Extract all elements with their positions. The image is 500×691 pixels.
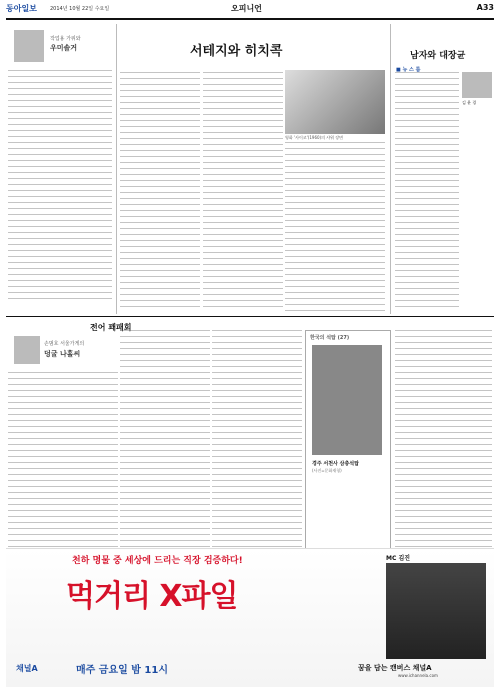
date: 2014년 10월 22일 수요일 (50, 6, 110, 12)
ad-schedule: 매주 금요일 밤 11시 (76, 665, 168, 676)
lower-title: 전어 꽤패회 (90, 323, 132, 332)
lower-label: 손범호 서울가게의 (44, 341, 85, 347)
divider (116, 24, 117, 314)
right-author: 김 윤 경 (462, 100, 477, 105)
lower-body-d (395, 330, 492, 552)
lower-body-c (212, 330, 302, 552)
feature-photo (285, 70, 385, 134)
ad-host: MC 김진 (386, 555, 411, 562)
main-title: 서테지와 히치콕 (190, 44, 283, 59)
pagoda-title: 한국의 석탑 (27) (310, 335, 350, 341)
page-number: A33 (476, 3, 494, 12)
pagoda-caption-title: 경주 서천사 삼층석탑 (312, 461, 359, 467)
lower-body-b (120, 330, 210, 552)
ad-banner (6, 548, 494, 687)
main-body-c (285, 142, 385, 312)
brand: 동아일보 (6, 4, 37, 13)
column-label: 작업용 가위와 (50, 36, 81, 42)
divider (390, 24, 391, 314)
pagoda-photo (312, 345, 382, 455)
right-title: 남자와 대장균 (410, 51, 466, 61)
photo-caption: 영화 '사이코'(1960)의 샤워 장면 (285, 135, 343, 140)
columnist-photo (14, 30, 44, 62)
right-photo (462, 72, 492, 98)
section-title: 오피니언 (231, 4, 262, 13)
ad-channel-logo: 채널A (16, 664, 38, 673)
news-tag: ■ 뉴 스 룸 (396, 67, 421, 73)
ad-site: www.ichannela.com (398, 673, 438, 678)
ad-show-title: 먹거리 X파일 (66, 579, 238, 614)
lower-body-a (8, 372, 118, 552)
main-body-b (203, 72, 283, 312)
ad-host-photo (386, 563, 486, 659)
ad-slogan: 천하 명물 중 세상에 드리는 직장 검증하다! (72, 556, 243, 566)
column-author: 우미솔거 (50, 44, 78, 52)
ad-channel-right: 꿈을 담는 캔버스 채널A (358, 664, 432, 672)
main-body-a (120, 72, 200, 312)
lower-photo (14, 336, 40, 364)
pagoda-caption-sub: (사진=문화재청) (312, 468, 342, 473)
right-body (395, 72, 459, 312)
page-header (6, 4, 494, 20)
divider (6, 316, 494, 317)
left-body (8, 70, 112, 300)
lower-author: 덩굴 나홀씨 (44, 350, 81, 358)
